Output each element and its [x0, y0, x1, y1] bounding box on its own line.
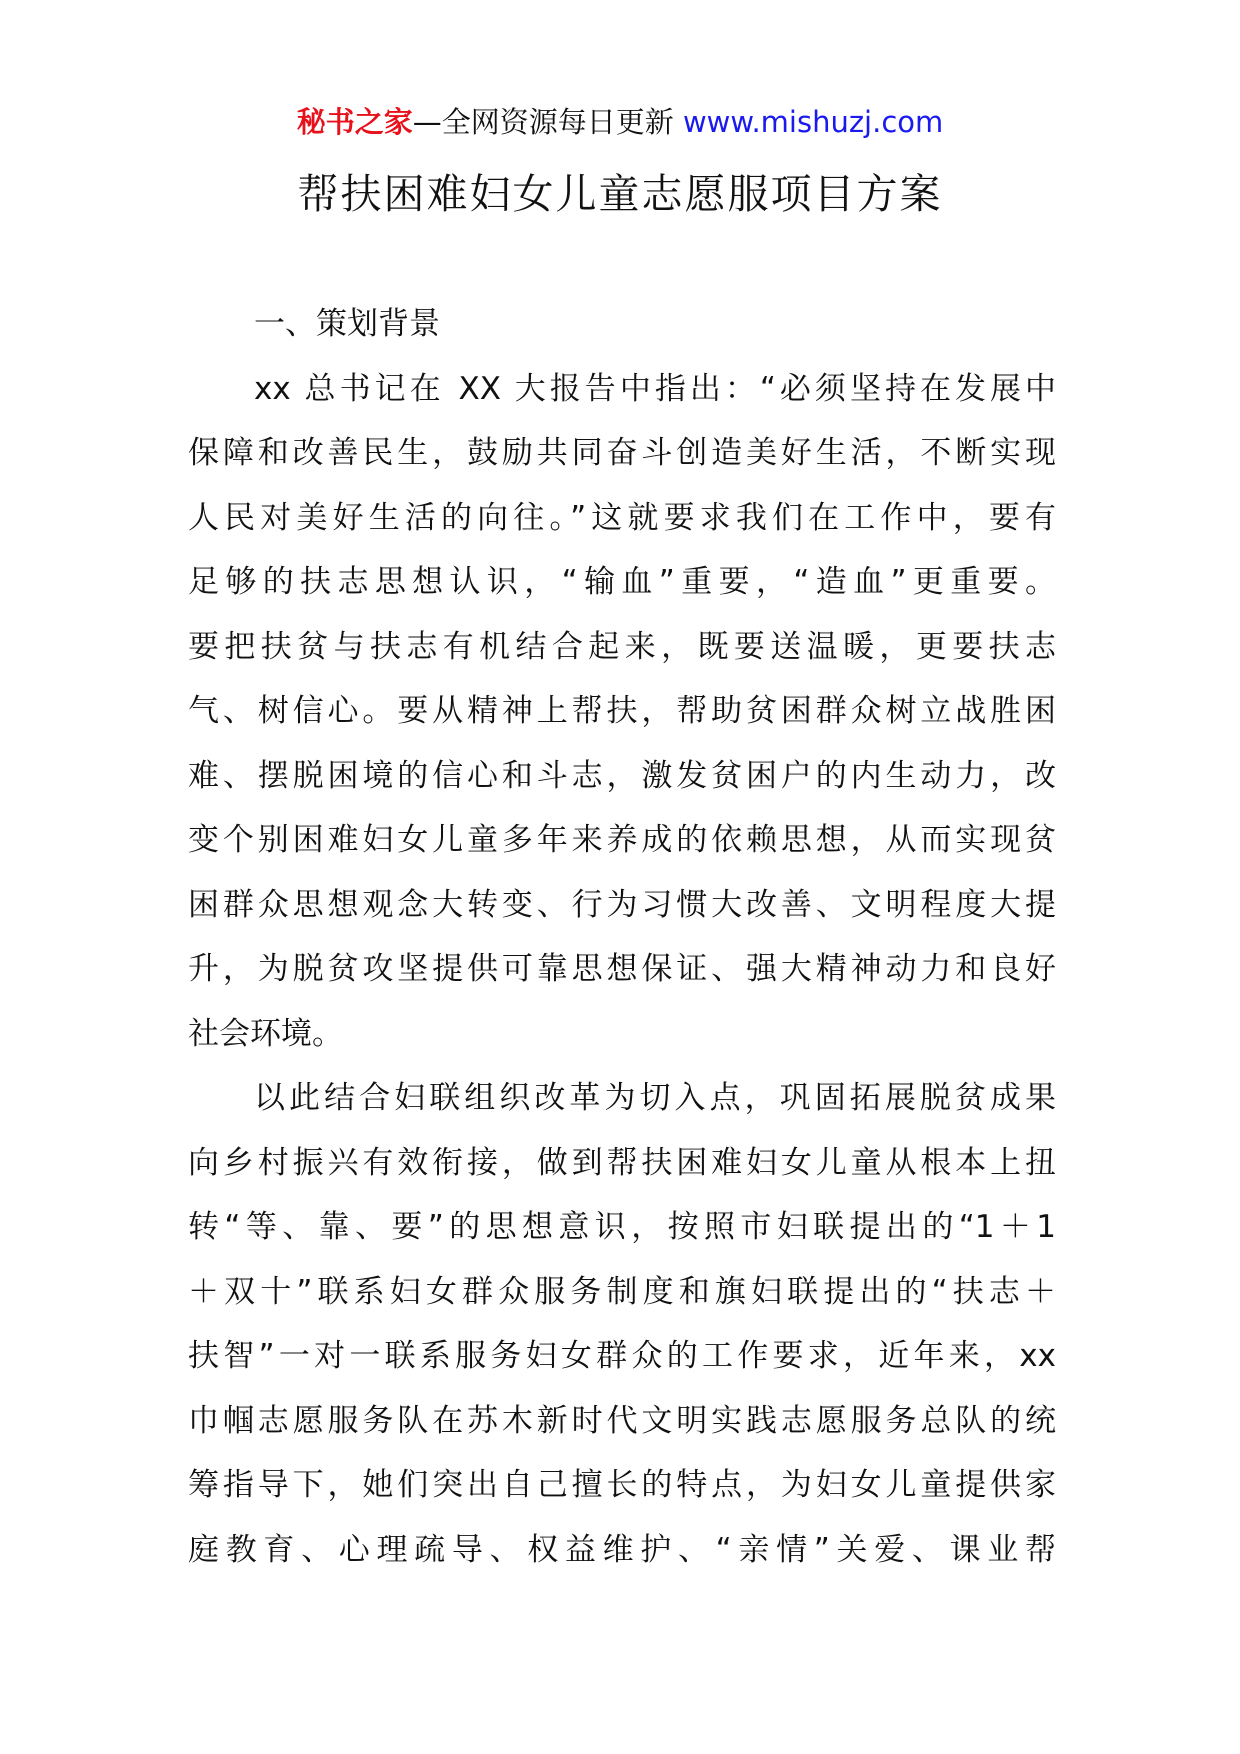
- paragraph-line: 难、摆脱困境的信心和斗志，激发贫困户的内生动力，改: [188, 757, 1056, 794]
- header-slogan: —全网资源每日更新: [412, 105, 683, 139]
- paragraph-1: [188, 357, 1056, 1067]
- paragraph-line: 筹指导下，她们突出自己擅长的特点，为妇女儿童提供家: [188, 1467, 1056, 1503]
- paragraph-line: xx 总书记在 XX 大报告中指出：“必须坚持在发展中: [254, 370, 1056, 407]
- paragraph-line: 扶智”一对一联系服务妇女群众的工作要求，近年来，xx: [188, 1338, 1056, 1374]
- site-url-link[interactable]: www.mishuzj.com: [682, 105, 944, 139]
- paragraph-line: 人民对美好生活的向往。”这就要求我们在工作中，要有: [188, 499, 1056, 536]
- paragraph-line: 以此结合妇联组织改革为切入点，巩固拓展脱贫成果: [254, 1080, 1056, 1116]
- paragraph-line: 足够的扶志思想认识，“输血”重要，“造血”更重要。: [188, 564, 1056, 600]
- paragraph-line: 升，为脱贫攻坚提供可靠思想保证、强大精神动力和良好: [188, 951, 1056, 987]
- site-header: [0, 102, 1240, 142]
- paragraph-line: 困群众思想观念大转变、行为习惯大改善、文明程度大提: [188, 886, 1056, 923]
- brand-name: 秘书之家: [296, 105, 413, 139]
- paragraph-line: 要把扶贫与扶志有机结合起来，既要送温暖，更要扶志: [188, 628, 1056, 665]
- paragraph-line: 社会环境。: [188, 1015, 343, 1052]
- paragraph-line: 向乡村振兴有效衔接，做到帮扶困难妇女儿童从根本上扭: [188, 1144, 1056, 1181]
- document-body: [188, 292, 1056, 1582]
- paragraph-line: 气、树信心。要从精神上帮扶，帮助贫困群众树立战胜困: [188, 693, 1056, 729]
- document-title: 帮扶困难妇女儿童志愿服项目方案: [297, 170, 943, 218]
- paragraph-line: 变个别困难妇女儿童多年来养成的依赖思想，从而实现贫: [188, 822, 1056, 858]
- paragraph-line: 庭教育、心理疏导、权益维护、“亲情”关爱、课业帮: [188, 1531, 1056, 1568]
- paragraph-line: 转“等、靠、要”的思想意识，按照市妇联提出的“1＋1: [188, 1209, 1056, 1245]
- paragraph-line: 巾帼志愿服务队在苏木新时代文明实践志愿服务总队的统: [188, 1402, 1056, 1439]
- paragraph-2: [188, 1066, 1056, 1582]
- paragraph-line: ＋双十”联系妇女群众服务制度和旗妇联提出的“扶志＋: [188, 1273, 1056, 1310]
- paragraph-line: 保障和改善民生，鼓励共同奋斗创造美好生活，不断实现: [188, 435, 1056, 471]
- section-heading: 一、策划背景: [254, 306, 440, 342]
